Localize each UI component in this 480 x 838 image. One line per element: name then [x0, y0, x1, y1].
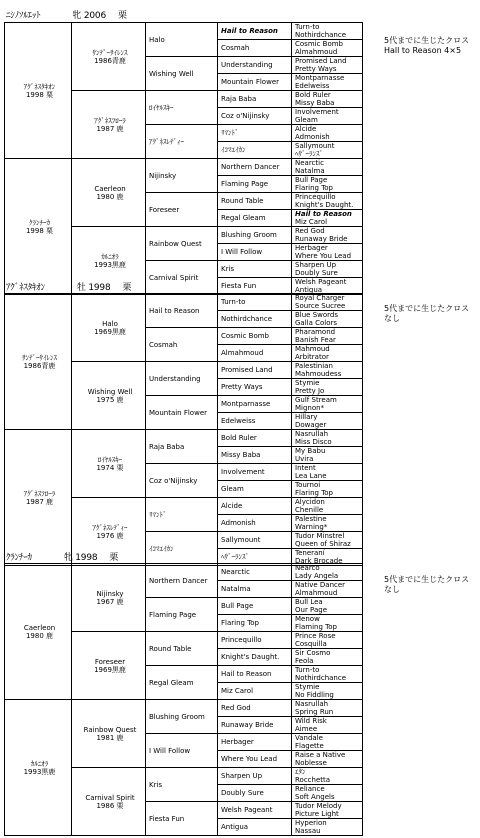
gen5-cell	[292, 768, 363, 785]
ancestor-info: 1981 鹿	[96, 733, 124, 742]
gen4-cell: Hail to Reason	[218, 666, 292, 683]
gen4-cell: Regal Gleam	[218, 210, 292, 227]
gen5-dam: Warning*	[295, 523, 328, 531]
gen5-sire: Sallymount	[295, 142, 335, 150]
gen4-cell: ﾘﾏﾝﾄﾞ	[218, 125, 292, 142]
gen5-dam: Arbitrator	[295, 353, 329, 361]
gen5-sire: Bull Page	[295, 176, 328, 184]
coat-color: 栗	[122, 283, 132, 293]
ancestor-name: Foreseer	[94, 657, 126, 666]
ancestor-info: 1998 栗	[25, 226, 54, 235]
gen4-cell: Mountain Flower	[218, 74, 292, 91]
gen2-cell	[72, 700, 146, 768]
gen3-cell: ｲｺﾏｴｲｶﾝ	[146, 532, 218, 566]
gen5-cell	[292, 515, 363, 532]
gen5-sire: Reliance	[295, 785, 325, 793]
ancestor-info: 1986青鹿	[94, 56, 126, 65]
ancestor-info: 1993黒鹿	[94, 260, 126, 269]
gen3-cell: I Will Follow	[146, 734, 218, 768]
gen5-cell	[292, 498, 363, 515]
gen5-cell	[292, 328, 363, 345]
gen3-cell: Halo	[146, 23, 218, 57]
gen4-cell: ﾍｻﾞｰﾗﾝｽﾞ	[218, 549, 292, 566]
gen4-cell: Knight's Daught.	[218, 649, 292, 666]
gen5-cell	[292, 464, 363, 481]
gen5-dam: Nassau	[295, 827, 321, 835]
gen5-dam: Missy Baba	[295, 99, 335, 107]
gen5-cell	[292, 108, 363, 125]
section-2-pedigree-table	[4, 293, 363, 566]
gen5-cell	[292, 362, 363, 379]
ancestor-name: Wishing Well	[87, 387, 133, 396]
gen5-sire: Promised Land	[295, 57, 347, 65]
cross-note-value: Hall to Reason 4×5	[384, 46, 462, 55]
gen5-sire: My Babu	[295, 447, 326, 455]
gen5-dam: Doubly Sure	[295, 269, 338, 277]
gen5-sire: Princequillo	[295, 193, 336, 201]
gen5-cell	[292, 210, 363, 227]
gen4-cell: Pretty Ways	[218, 379, 292, 396]
gen5-dam: Edelweiss	[295, 82, 330, 90]
gen5-dam: Feola	[295, 657, 314, 665]
gen5-sire: Raise a Native	[295, 751, 346, 759]
gen5-cell	[292, 683, 363, 700]
ancestor-info: 1986 栗	[96, 801, 124, 810]
gen5-cell	[292, 819, 363, 836]
gen3-cell: Regal Gleam	[146, 666, 218, 700]
gen4-cell: ｲｺﾏｴｲｶﾝ	[218, 142, 292, 159]
gen4-cell: I Will Follow	[218, 244, 292, 261]
ancestor-info: 1976 鹿	[96, 531, 124, 540]
gen5-sire: Palestinian	[295, 362, 333, 370]
gen1-cell	[5, 700, 72, 836]
gen5-cell	[292, 261, 363, 278]
gen5-cell	[292, 142, 363, 159]
gen5-sire: Native Dancer	[295, 581, 346, 589]
ancestor-name: ｻﾝﾃﾞｰｻｲﾚﾝｽ	[22, 353, 57, 362]
gen5-sire: Gulf Stream	[295, 396, 337, 404]
gen5-dam: Chenille	[295, 506, 324, 514]
gen5-sire: Menow	[295, 615, 320, 623]
gen4-cell: Nearctic	[218, 564, 292, 581]
section-2-cross-note	[384, 304, 469, 324]
ancestor-name: ｱｸﾞﾈｽﾀｷｵﾝ	[23, 82, 56, 91]
gen5-sire: Tudor Minstrel	[295, 532, 345, 540]
ancestor-name: ｱｸﾞﾈｽﾚﾃﾞｨｰ	[92, 523, 128, 532]
gen3-cell: Foreseer	[146, 193, 218, 227]
gen5-cell	[292, 700, 363, 717]
gen5-dam: Pretty Jo	[295, 387, 325, 395]
section-3-header	[6, 550, 118, 563]
gen4-cell: Doubly Sure	[218, 785, 292, 802]
gen4-cell: Gleam	[218, 481, 292, 498]
section-1-cross-note	[384, 36, 469, 56]
gen3-cell: Wishing Well	[146, 57, 218, 91]
gen5-cell	[292, 396, 363, 413]
gen4-cell: Edelweiss	[218, 413, 292, 430]
gen5-sire: Mahmoud	[295, 345, 330, 353]
gen1-cell	[5, 159, 72, 295]
gen5-cell	[292, 91, 363, 108]
horse-name: ｱｸﾞﾈｽﾀｷｵﾝ	[6, 283, 45, 293]
gen3-cell: Rainbow Quest	[146, 227, 218, 261]
gen4-cell: Kris	[218, 261, 292, 278]
gen5-dam: Galla Colors	[295, 319, 338, 327]
gen4-cell: Understanding	[218, 57, 292, 74]
gen5-dam: Banish Fear	[295, 336, 336, 344]
gen5-cell	[292, 532, 363, 549]
gen4-cell: Raja Baba	[218, 91, 292, 108]
gen5-dam: Almahmoud	[295, 589, 338, 597]
ancestor-name: ｱｸﾞﾈｽﾌﾛｰﾗ	[94, 116, 126, 125]
gen5-dam: Pretty Ways	[295, 65, 337, 73]
gen4-cell: Promised Land	[218, 362, 292, 379]
section-3-pedigree-table	[4, 563, 363, 836]
gen5-dam: Knight's Daught.	[295, 201, 354, 209]
horse-name: ｸﾗﾝﾁｰｶ	[6, 553, 32, 563]
gen4-cell: Turn-to	[218, 294, 292, 311]
gen5-dam: Noblesse	[295, 759, 327, 767]
gen5-dam: Admonish	[295, 133, 330, 141]
gen1-cell	[5, 294, 72, 430]
gen5-dam: Runaway Bride	[295, 235, 348, 243]
gen5-cell	[292, 413, 363, 430]
gen5-cell	[292, 159, 363, 176]
cross-note-title: 5代までに生じたクロス	[384, 575, 470, 584]
coat-color: 栗	[117, 11, 127, 21]
ancestor-info: 1980 鹿	[96, 192, 124, 201]
gen5-dam: Where You Lead	[295, 252, 352, 260]
gen4-cell: Round Table	[218, 193, 292, 210]
gen4-cell: Red God	[218, 700, 292, 717]
gen5-sire: Montparnasse	[295, 74, 345, 82]
gen5-cell	[292, 311, 363, 328]
gen5-dam: Flaring Top	[295, 184, 334, 192]
gen4-cell: Where You Lead	[218, 751, 292, 768]
gen5-cell	[292, 74, 363, 91]
gen4-cell: Bold Ruler	[218, 430, 292, 447]
gen5-dam: Lady Angela	[295, 572, 339, 580]
ancestor-name: Nijinsky	[96, 589, 124, 598]
ancestor-info: 1998 栗	[25, 90, 54, 99]
gen5-sire: Nearco	[295, 564, 320, 572]
gen3-cell: Cosmah	[146, 328, 218, 362]
gen3-cell: Carnival Spirit	[146, 261, 218, 295]
gen5-dam: Gleam	[295, 116, 318, 124]
gen3-cell: Round Table	[146, 632, 218, 666]
gen4-cell: Hail to Reason	[218, 23, 292, 40]
ancestor-name: ﾛｲﾔﾙｽｷｰ	[97, 455, 123, 464]
gen5-sire: Herbager	[295, 244, 328, 252]
gen5-dam: Flaming Top	[295, 623, 337, 631]
gen5-dam: Spring Run	[295, 708, 334, 716]
gen1-cell	[5, 23, 72, 159]
gen4-cell: Cosmah	[218, 40, 292, 57]
gen1-cell	[5, 564, 72, 700]
gen5-cell	[292, 564, 363, 581]
gen5-sire: Nasrullah	[295, 430, 329, 438]
gen1-cell	[5, 430, 72, 566]
gen5-dam: Antigua	[295, 286, 323, 294]
section-1-header	[6, 8, 127, 21]
gen3-cell: Understanding	[146, 362, 218, 396]
gen5-sire: Hail to Reason	[295, 210, 352, 218]
gen5-cell	[292, 447, 363, 464]
ancestor-info: 1969黒鹿	[94, 327, 126, 336]
gen5-sire: Stymie	[295, 379, 320, 387]
ancestor-name: Halo	[102, 319, 118, 328]
gen5-cell	[292, 581, 363, 598]
gen5-sire: Nasrullah	[295, 700, 329, 708]
gen5-sire: Turn-to	[295, 23, 320, 31]
gen3-cell: ﾛｲﾔﾙｽｷｰ	[146, 91, 218, 125]
gen5-cell	[292, 379, 363, 396]
gen5-dam: ﾍｻﾞｰﾗﾝｽﾞ	[295, 150, 323, 158]
ancestor-info: 1974 栗	[96, 463, 124, 472]
gen4-cell: Welsh Pageant	[218, 802, 292, 819]
gen5-cell	[292, 125, 363, 142]
gen5-dam: Lea Lane	[295, 472, 327, 480]
gen4-cell: Northern Dancer	[218, 159, 292, 176]
gen4-cell: Antigua	[218, 819, 292, 836]
gen2-cell	[72, 564, 146, 632]
gen2-cell	[72, 632, 146, 700]
gen4-cell: Nothirdchance	[218, 311, 292, 328]
gen2-cell	[72, 430, 146, 498]
ancestor-info: 1986青鹿	[23, 361, 56, 370]
ancestor-name: Caerleon	[23, 623, 56, 632]
gen5-sire: Tudor Melody	[295, 802, 342, 810]
gen3-cell: ｱｸﾞﾈｽﾚﾃﾞｨｰ	[146, 125, 218, 159]
gen4-cell: Herbager	[218, 734, 292, 751]
gen5-sire: Pharamond	[295, 328, 336, 336]
gen5-cell	[292, 193, 363, 210]
gen2-cell	[72, 362, 146, 430]
gen4-cell: Coz o'Nijinsky	[218, 108, 292, 125]
gen5-sire: Welsh Pageant	[295, 278, 347, 286]
ancestor-name: Rainbow Quest	[83, 725, 137, 734]
gen3-cell: ﾘﾏﾝﾄﾞ	[146, 498, 218, 532]
gen5-cell	[292, 278, 363, 295]
gen3-cell: Flaming Page	[146, 598, 218, 632]
gen5-dam: Soft Angels	[295, 793, 335, 801]
gen5-sire: Stymie	[295, 683, 320, 691]
gen3-cell: Blushing Groom	[146, 700, 218, 734]
gen5-dam: Nothirdchance	[295, 674, 347, 682]
ancestor-info: 1975 鹿	[96, 395, 124, 404]
cross-note-title: 5代までに生じたクロス	[384, 36, 470, 45]
ancestor-info: 1980 鹿	[25, 631, 54, 640]
gen5-dam: Rocchetta	[295, 776, 331, 784]
gen5-sire: Alcide	[295, 125, 317, 133]
gen5-sire: Blue Swords	[295, 311, 339, 319]
gen5-dam: Flaring Top	[295, 489, 334, 497]
gen4-cell: Flaring Top	[218, 615, 292, 632]
gen5-sire: Nearctic	[295, 159, 324, 167]
gen5-sire: ｴﾀﾝ	[295, 768, 306, 776]
gen5-cell	[292, 598, 363, 615]
gen5-cell	[292, 40, 363, 57]
gen5-cell	[292, 244, 363, 261]
gen5-cell	[292, 430, 363, 447]
gen5-cell	[292, 615, 363, 632]
gen5-dam: Mignon*	[295, 404, 325, 412]
sex-age: 牝 1998	[63, 553, 98, 563]
gen5-sire: Sharpen Up	[295, 261, 337, 269]
gen4-cell: Runaway Bride	[218, 717, 292, 734]
gen4-cell: Fiesta Fun	[218, 278, 292, 295]
gen5-dam: Dowager	[295, 421, 327, 429]
gen5-sire: Wild Risk	[295, 717, 327, 725]
ancestor-name: ｱｸﾞﾈｽﾌﾛｰﾗ	[23, 489, 56, 498]
gen5-cell	[292, 751, 363, 768]
gen5-sire: Vandale	[295, 734, 323, 742]
gen4-cell: Alcide	[218, 498, 292, 515]
gen5-cell	[292, 785, 363, 802]
ancestor-info: 1969黒鹿	[94, 665, 126, 674]
gen5-cell	[292, 481, 363, 498]
cross-note-value: なし	[384, 585, 400, 594]
gen5-cell	[292, 23, 363, 40]
gen5-cell	[292, 176, 363, 193]
gen5-sire: Involvement	[295, 108, 339, 116]
gen5-dam: No Fiddling	[295, 691, 334, 699]
section-2-header	[6, 280, 131, 293]
gen3-cell: Fiesta Fun	[146, 802, 218, 836]
cross-note-title: 5代までに生じたクロス	[384, 304, 470, 313]
gen5-dam: Queen of Shiraz	[295, 540, 351, 548]
gen5-sire: Hyperion	[295, 819, 327, 827]
gen5-cell	[292, 734, 363, 751]
gen5-cell	[292, 649, 363, 666]
gen4-cell: Almahmoud	[218, 345, 292, 362]
ancestor-name: ｸﾗﾝﾁｰｶ	[29, 218, 50, 227]
gen5-cell	[292, 345, 363, 362]
gen4-cell: Missy Baba	[218, 447, 292, 464]
gen4-cell: Montparnasse	[218, 396, 292, 413]
sex-age: 牡 1998	[76, 283, 111, 293]
coat-color: 栗	[109, 553, 119, 563]
gen5-cell	[292, 57, 363, 74]
gen4-cell: Involvement	[218, 464, 292, 481]
gen4-cell: Sharpen Up	[218, 768, 292, 785]
section-3-cross-note	[384, 575, 469, 595]
gen5-sire: Bold Ruler	[295, 91, 331, 99]
gen2-cell	[72, 91, 146, 159]
gen5-sire: Hillary	[295, 413, 318, 421]
gen4-cell: Sallymount	[218, 532, 292, 549]
horse-name: ﾆｼﾉｿﾙｴｯﾄ	[6, 11, 41, 21]
gen3-cell: Northern Dancer	[146, 564, 218, 598]
section-1-pedigree-table	[4, 22, 363, 295]
ancestor-name: ｻﾝﾃﾞｰｻｲﾚﾝｽ	[92, 48, 128, 57]
gen5-cell	[292, 294, 363, 311]
gen5-dam: Mahmoudess	[295, 370, 342, 378]
gen5-sire: Bull Lea	[295, 598, 323, 606]
ancestor-info: 1993黒鹿	[23, 767, 56, 776]
gen5-dam: Uvira	[295, 455, 314, 463]
gen4-cell: Blushing Groom	[218, 227, 292, 244]
gen5-sire: Alycidon	[295, 498, 325, 506]
gen5-sire: Cosmic Bomb	[295, 40, 344, 48]
gen4-cell: Flaming Page	[218, 176, 292, 193]
gen2-cell	[72, 294, 146, 362]
gen5-sire: Tournoi	[295, 481, 321, 489]
cross-note-value: なし	[384, 314, 400, 323]
gen5-cell	[292, 632, 363, 649]
gen5-dam: Our Page	[295, 606, 327, 614]
gen5-sire: Prince Rose	[295, 632, 336, 640]
gen4-cell: Natalma	[218, 581, 292, 598]
ancestor-name: Carnival Spirit	[85, 793, 135, 802]
gen4-cell: Bull Page	[218, 598, 292, 615]
gen3-cell: Mountain Flower	[146, 396, 218, 430]
gen5-sire: Turn-to	[295, 666, 320, 674]
gen5-dam: Nothirdchance	[295, 31, 347, 39]
ancestor-info: 1987 鹿	[25, 497, 54, 506]
ancestor-name: ｶﾙﾆｵﾗ	[101, 252, 119, 261]
gen5-cell	[292, 802, 363, 819]
gen5-sire: Red God	[295, 227, 325, 235]
gen4-cell: Cosmic Bomb	[218, 328, 292, 345]
ancestor-name: ｶﾙﾆｵﾗ	[30, 759, 49, 768]
gen5-dam: Natalma	[295, 167, 325, 175]
gen5-dam: Flagette	[295, 742, 324, 750]
gen5-cell	[292, 666, 363, 683]
gen2-cell	[72, 159, 146, 227]
ancestor-name: Caerleon	[94, 184, 126, 193]
gen3-cell: Nijinsky	[146, 159, 218, 193]
gen3-cell: Raja Baba	[146, 430, 218, 464]
gen5-dam: Cosquilla	[295, 640, 327, 648]
gen5-dam: Aimee	[295, 725, 318, 733]
gen3-cell: Hail to Reason	[146, 294, 218, 328]
gen5-sire: Sir Cosmo	[295, 649, 331, 657]
sex-age: 牝 2006	[72, 11, 106, 21]
gen5-sire: Royal Charger	[295, 294, 345, 302]
gen4-cell: Miz Carol	[218, 683, 292, 700]
gen4-cell: Admonish	[218, 515, 292, 532]
gen5-dam: Picture Light	[295, 810, 339, 818]
gen5-cell	[292, 227, 363, 244]
gen5-dam: Miss Disco	[295, 438, 332, 446]
ancestor-info: 1967 鹿	[96, 597, 124, 606]
gen5-sire: Teneraní	[295, 549, 325, 557]
gen5-dam: Source Sucree	[295, 302, 346, 310]
gen5-dam: Dark Brocade	[295, 557, 343, 565]
gen5-cell	[292, 717, 363, 734]
gen5-dam: Miz Carol	[295, 218, 328, 226]
gen4-cell: Princequillo	[218, 632, 292, 649]
ancestor-info: 1987 鹿	[96, 124, 124, 133]
gen3-cell: Kris	[146, 768, 218, 802]
gen3-cell: Coz o'Nijinsky	[146, 464, 218, 498]
gen5-dam: Almahmoud	[295, 48, 338, 56]
gen2-cell	[72, 768, 146, 836]
gen5-sire: Palestine	[295, 515, 327, 523]
gen5-sire: Intent	[295, 464, 316, 472]
gen2-cell	[72, 23, 146, 91]
